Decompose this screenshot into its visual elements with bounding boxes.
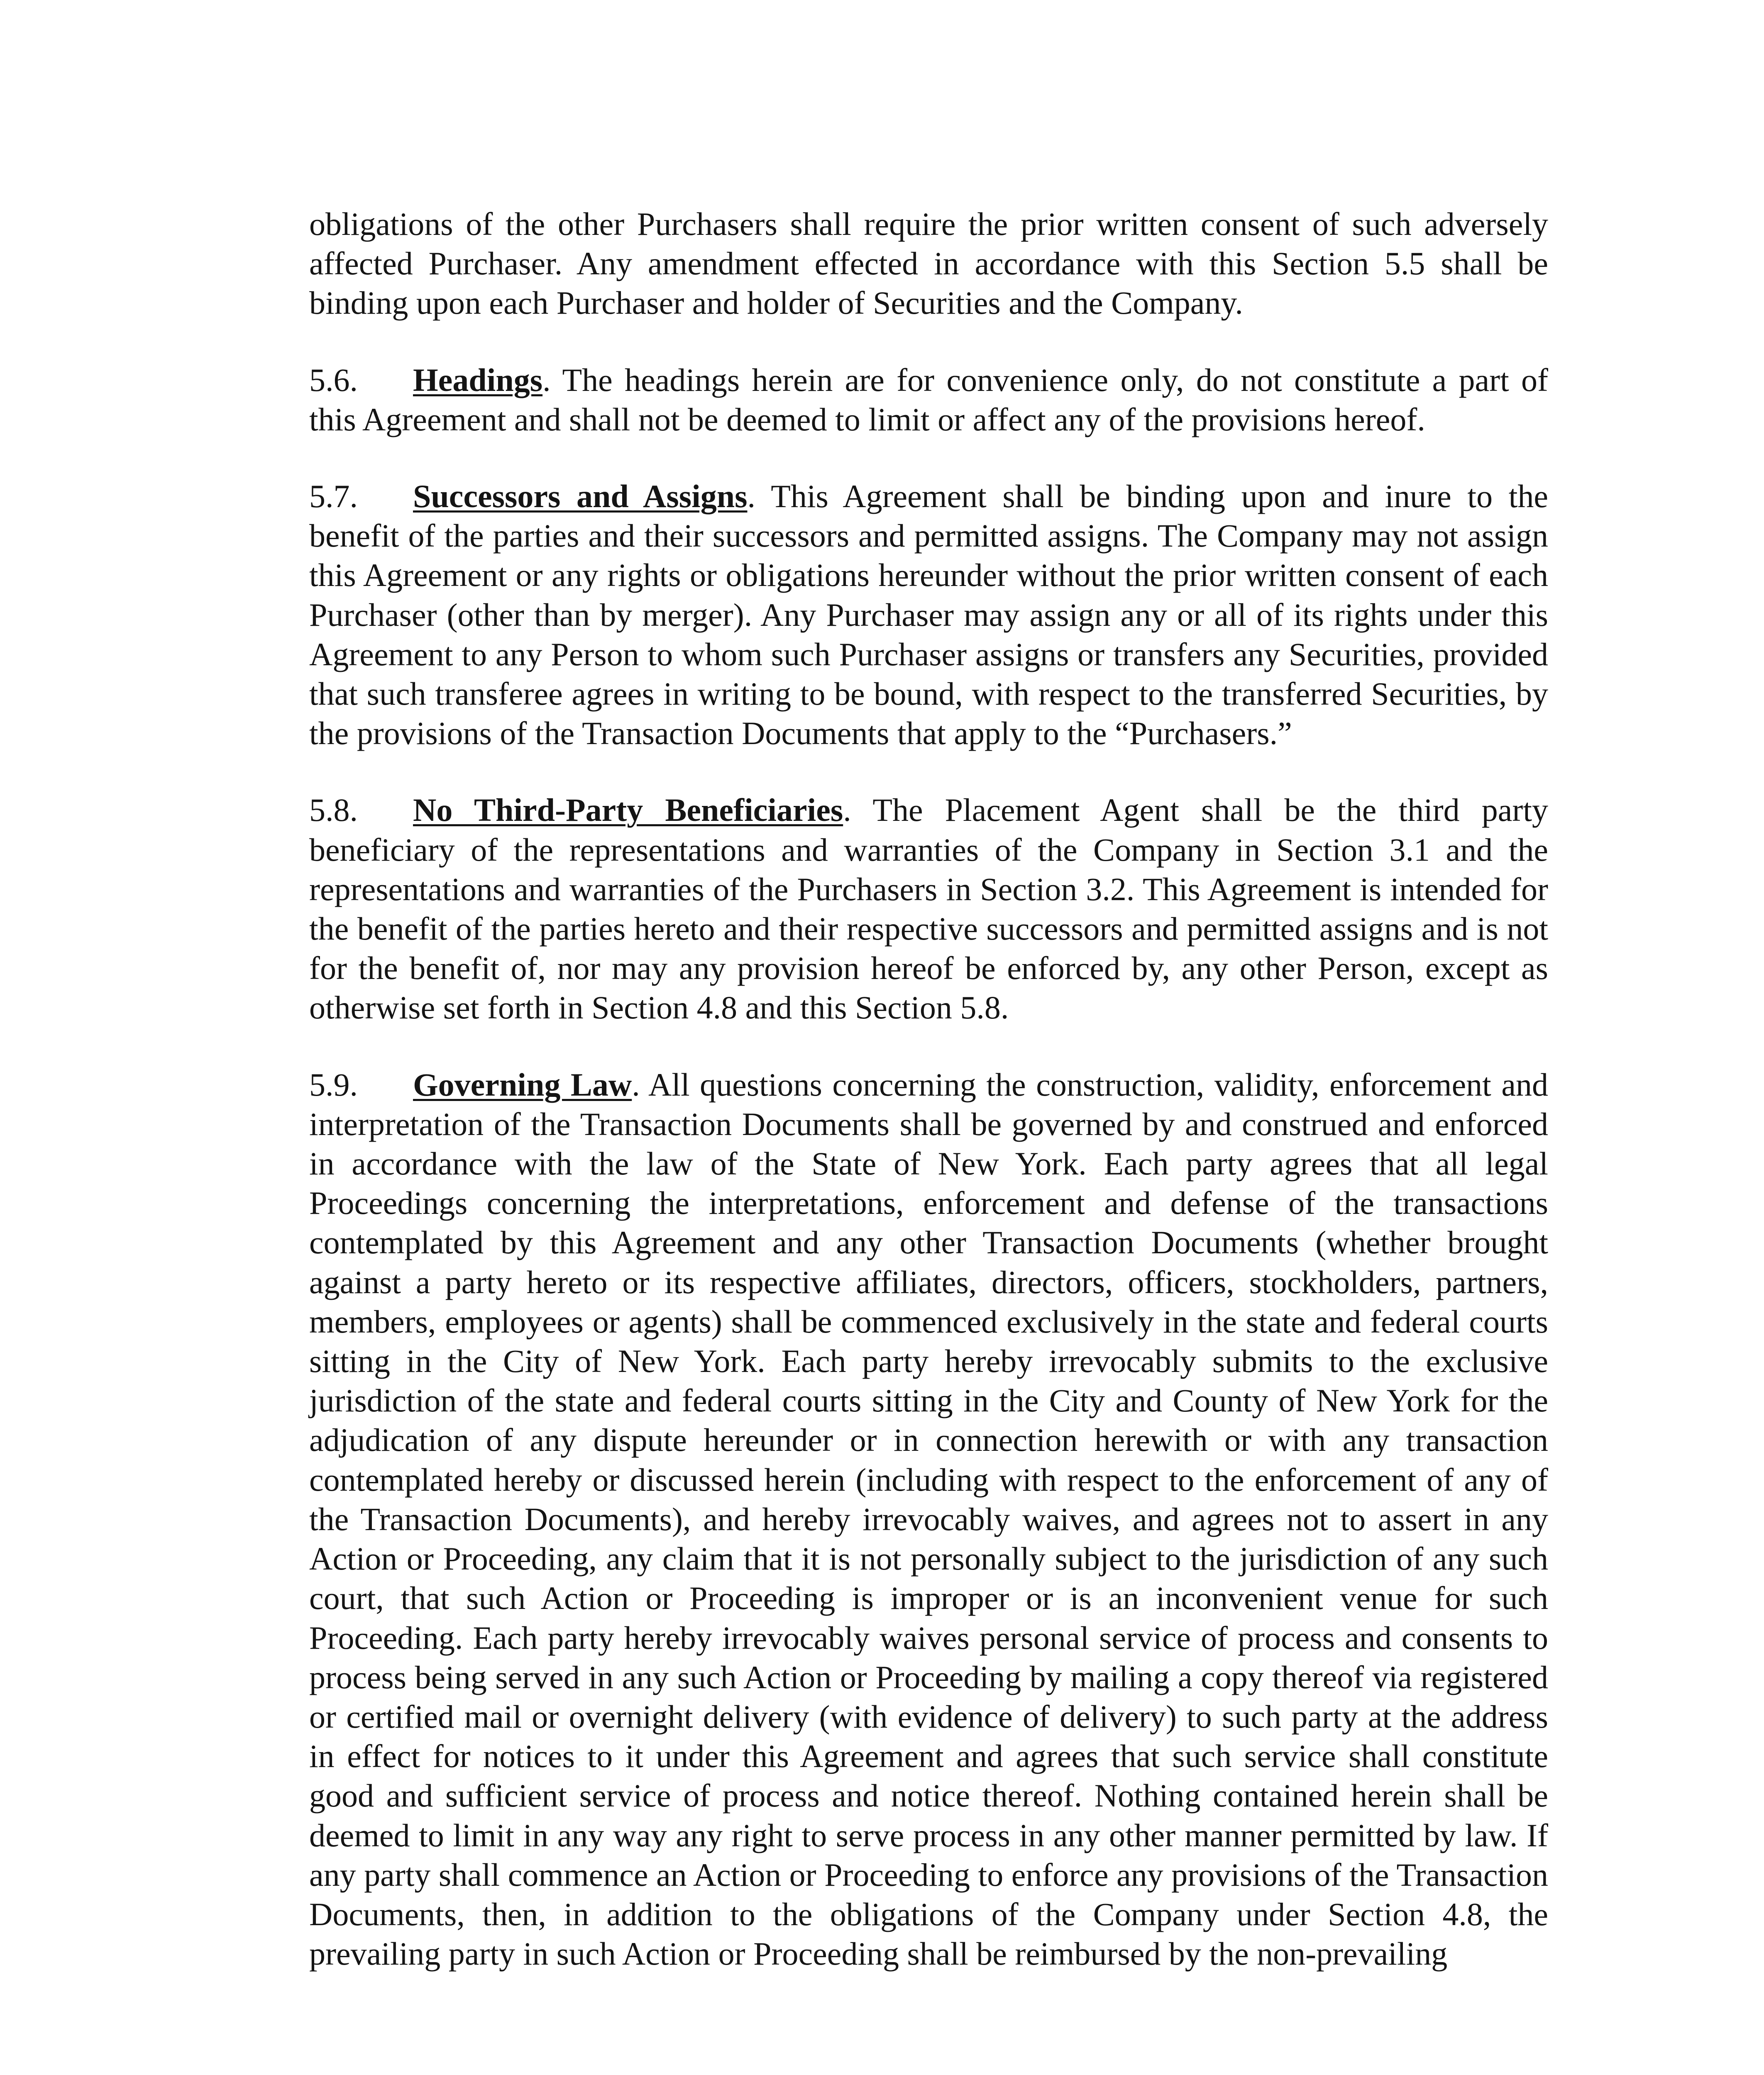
paragraph-text: The Placement Agent shall be the third party beneficiary of the representations and warranties of the Company in Section 3.1 and the representations and warranties of the Purchasers in Section 3.2. This Agreement is intended for the benefit of the parties hereto and their respective successors and permitted assigns and is not for the benefit of, nor may any provision hereof be enforced by, any other Person, except as otherwise set forth in Section 4.8 and this Section 5.8. (309, 792, 1549, 1026)
section-heading: No Third-Party Beneficiaries (413, 792, 843, 828)
heading-punctuation: . (542, 361, 551, 398)
section-number: 5.9. (309, 1066, 358, 1103)
heading-punctuation: . (843, 792, 851, 828)
paragraph-text: This Agreement shall be binding upon and inure to the benefit of the parties and their successors and permitted assigns. The Company may not assign this Agreement or any rights or obligations hereunder without the prior written consent of each Purchaser (other than by merger). Any Purchaser may assign any or all of its rights under this Agreement to any Person to whom such Purchaser assigns or transfers any Securities, provided that such transferee agrees in writing to be bound, with respect to the transferred Securities, by the provisions of the Transaction Documents that apply to the “Purchasers.” (309, 478, 1549, 752)
heading-punctuation: . (632, 1066, 640, 1103)
paragraph-5-8-no-third-party-beneficiaries (309, 790, 1548, 1027)
paragraph-text: The headings herein are for convenience only, do not constitute a part of this Agreement and shall not be deemed to limit or affect any of the provisions hereof. (309, 361, 1548, 437)
section-number: 5.6. (309, 361, 358, 398)
section-heading: Headings (413, 361, 543, 398)
paragraph-5-6-headings (309, 360, 1548, 439)
paragraph-5-5-continued (309, 204, 1548, 323)
document-body (309, 204, 1548, 1973)
paragraph-text: obligations of the other Purchasers shall require the prior written consent of such adversely affected Purchaser. Any amendment effected in accordance with this Section 5.5 shall be binding upon each Purchaser and holder of Securities and the Company. (309, 206, 1548, 321)
section-number: 5.8. (309, 792, 358, 828)
section-number: 5.7. (309, 478, 358, 515)
heading-punctuation: . (747, 478, 755, 515)
section-heading: Successors and Assigns (413, 478, 748, 515)
paragraph-5-9-governing-law (309, 1065, 1548, 1974)
paragraph-5-7-successors-and-assigns (309, 476, 1548, 753)
section-heading: Governing Law (413, 1066, 632, 1103)
paragraph-text: All questions concerning the construction, validity, enforcement and interpretation of the Transaction Documents shall be governed by and construed and enforced in accordance with the law of the State of New York. Each party agrees that all legal Proceedings concerning the interpretations, enforcement and defense of the transactions contemplated by this Agreement and any other Transaction Documents (whether brought against a party hereto or its respective affiliates, directors, officers, stockholders, partners, members, employees or agents) shall be commenced exclusively in the state and federal courts sitting in the City of New York. Each party hereby irrevocably submits to the exclusive jurisdiction of the state and federal courts sitting in the City and County of New York for the adjudication of any dispute hereunder or in connection herewith or with any transaction contemplated hereby or discussed herein (including with respect to the enforcement of any of the Transaction Documents), and hereby irrevocably waives, and agrees not to assert in any Action or Proceeding, any claim that it is not personally subject to the jurisdiction of any such court, that such Action or Proceeding is improper or is an inconvenient venue for such Proceeding. Each party hereby irrevocably waives personal service of process and consents to process being served in any such Action or Proceeding by mailing a copy thereof via registered or certified mail or overnight delivery (with evidence of delivery) to such party at the address in effect for notices to it under this Agreement and agrees that such service shall constitute good and sufficient service of process and notice thereof. Nothing contained herein shall be deemed to limit in any way any right to serve process in any other manner permitted by law. If any party shall commence an Action or Proceeding to enforce any provisions of the Transaction Documents, then, in addition to the obligations of the Company under Section 4.8, the prevailing party in such Action or Proceeding shall be reimbursed by the non-prevailing (309, 1066, 1549, 1972)
